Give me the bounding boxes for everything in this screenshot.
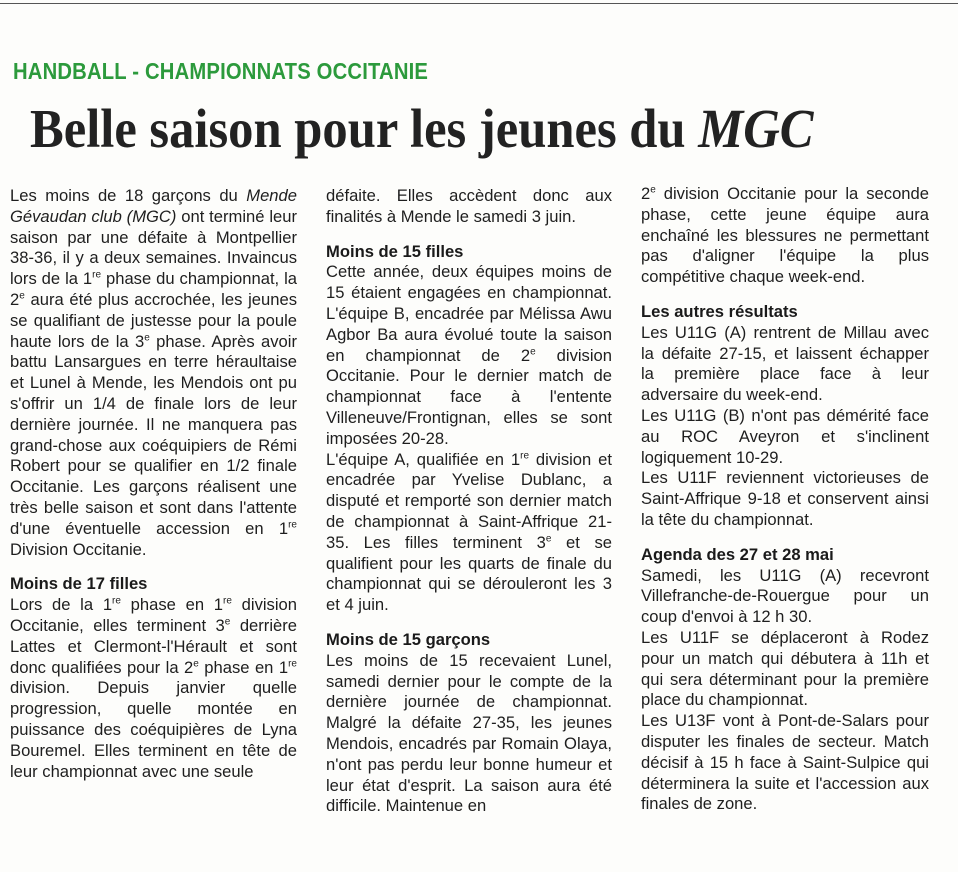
paragraph: Samedi, les U11G (A) recevront Villefranche-de-Rouergue pour un coup d'envoi à 12 h 30. — [641, 565, 929, 627]
headline-club: MGC — [698, 98, 814, 159]
paragraph: Les U11F reviennent victorieuses de Saint-Affrique 9-18 et conservent ainsi la tête du championnat. — [641, 468, 929, 529]
superscript: e — [545, 533, 552, 545]
superscript: re — [92, 269, 102, 281]
superscript: re — [112, 595, 121, 607]
text-run: et se qualifient pour les quarts de finale du championnat qui se dérouleront les 3 et 4 juin. — [326, 532, 613, 615]
paragraph: Les U11F se déplaceront à Rodez pour un match qui débutera à 11h et qui sera déterminant pour la première place du championnat. — [641, 627, 929, 710]
article-column-1 — [10, 186, 297, 782]
text-run: Cette année, deux équipes moins de 15 étaient engagées en championnat. L'équipe B, encadrée par Mélissa Awu Agbor Ba aura évolué toute la saison en championnat de 2 — [326, 262, 612, 365]
superscript: re — [288, 658, 297, 669]
text-run: division Occitanie, elles terminent 3 — [10, 595, 297, 635]
club-name: Mende Gévaudan club (MGC) — [10, 186, 297, 226]
top-rule — [0, 3, 958, 4]
subheading: Moins de 17 filles — [10, 574, 148, 594]
text-run: division Occitanie pour la seconde phase, cette jeune équipe aura enchaîné les blessures ne permettant pas d'aligner l'équipe la plus compétitive chaque week-end. — [641, 184, 929, 287]
article-column-3 — [641, 184, 929, 815]
superscript: re — [223, 595, 232, 607]
superscript: e — [193, 658, 199, 669]
paragraph: défaite. Elles accèdent donc aux finalités à Mende le samedi 3 juin. — [326, 186, 612, 226]
superscript: e — [224, 616, 231, 628]
headline-main: Belle saison pour les jeunes du — [30, 98, 699, 159]
subheading: Les autres résultats — [641, 301, 798, 321]
headline — [30, 96, 814, 162]
text-run: Lors de la 1 — [10, 595, 113, 615]
text-run: phase en 1 — [198, 657, 289, 677]
paragraph — [326, 450, 612, 616]
text-run: Les moins de 18 garçons du — [10, 186, 247, 205]
text-run: ont terminé leur saison par une défaite à Montpellier 38-36, il y a deux semaines. Invaincus lors de la 1 — [10, 206, 297, 289]
text-run: L'équipe A, qualifiée en 1 — [326, 449, 521, 469]
section-kicker: HANDBALL - CHAMPIONNATS OCCITANIE — [13, 58, 429, 84]
text-run: derrière Lattes et Clermont-l'Hérault et sont donc qualifiées pour la 2 — [10, 615, 297, 677]
paragraph: Les moins de 15 recevaient Lunel, samedi dernier pour le compte de la dernière journée de championnat. Malgré la défaite 27-35, les jeunes Mendois, encadrés par Romain Olaya, n'ont pas perdu leur bonne humeur et leur état d'esprit. La saison aura été difficile. Maintenue en — [326, 650, 612, 816]
superscript: re — [288, 519, 297, 531]
subheading: Moins de 15 filles — [326, 241, 464, 261]
subheading: Moins de 15 garçons — [326, 629, 491, 649]
text-run: division et encadrée par Yvelise Dublanc, a disputé et remporté son dernier match de championnat à Saint-Affrique 21-35. Les filles terminent 3 — [326, 449, 612, 552]
text-run: division. Depuis janvier quelle progression, quelle montée en puissance des coéquipières de Lyna Bouremel. Elles terminent en tête de leur championnat avec une seule — [10, 678, 297, 781]
paragraph: Les U13F vont à Pont-de-Salars pour disputer les finales de secteur. Match décisif à 15 h face à Saint-Sulpice qui déterminera la suite et l'accession aux finales de zone. — [641, 711, 929, 814]
paragraph — [326, 262, 612, 449]
superscript: e — [650, 184, 656, 196]
text-run: aura été plus accrochée, les jeunes se qualifiant de justesse pour la poule haute lors de la 3 — [10, 289, 297, 351]
text-run: 2 — [641, 184, 651, 203]
subheading: Agenda des 27 et 28 mai — [641, 544, 834, 564]
text-run: phase en 1 — [120, 595, 224, 615]
superscript: re — [520, 450, 530, 462]
text-run: phase. Après avoir battu Lansargues en terre héraultaise et Lunel à Mende, les Mendois ont pu s'offrir un 1/4 de finale lors de leur dernière journée. Il ne manquera pas grand-chose aux coéquipiers de Rémi Robert pour se qualifier en 1/2 finale Occitanie. Les garçons réalisent une très belle saison et sont dans l'attente d'une éventuelle accession en 1 — [10, 331, 297, 538]
text-run: Division Occitanie. — [10, 539, 147, 559]
superscript: e — [144, 332, 150, 344]
paragraph — [641, 184, 929, 288]
text-run: phase du championnat, la 2 — [10, 269, 298, 309]
paragraph: Les U11G (B) n'ont pas démérité face au ROC Aveyron et s'inclinent logiquement 10-29. — [641, 405, 929, 467]
paragraph — [10, 186, 297, 560]
article-column-2 — [326, 186, 612, 817]
superscript: e — [19, 290, 25, 302]
paragraph — [10, 595, 297, 782]
paragraph: Les U11G (A) rentrent de Millau avec la défaite 27-15, et laissent échapper la première place face à leur adversaire du week-end. — [641, 322, 929, 405]
text-run: division Occitanie. Pour le dernier match de championnat face à l'entente Villeneuve/Frontignan, elles se sont imposées 20-28. — [326, 345, 612, 448]
superscript: e — [530, 346, 536, 358]
